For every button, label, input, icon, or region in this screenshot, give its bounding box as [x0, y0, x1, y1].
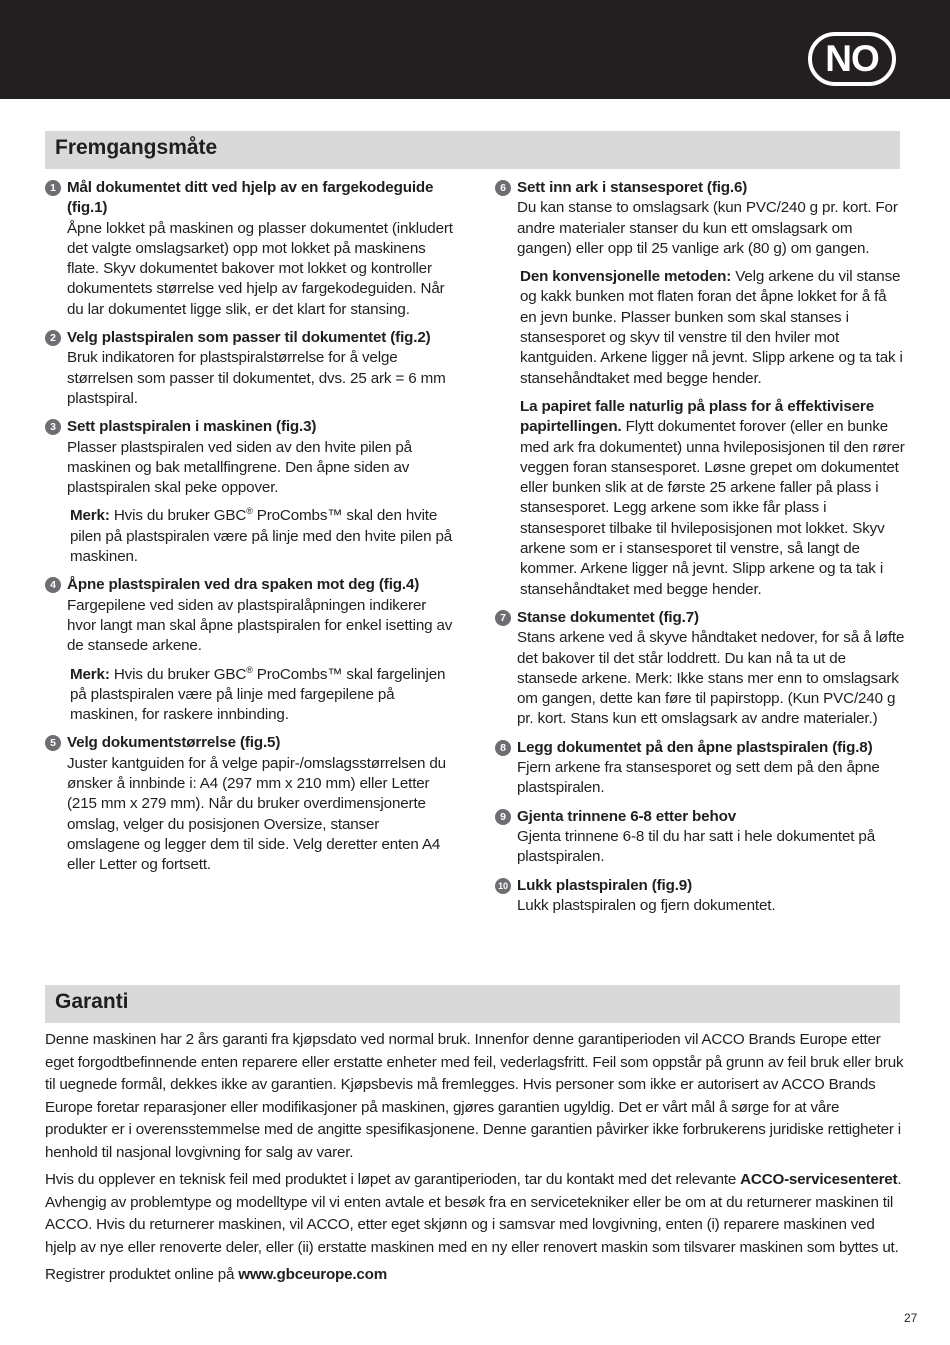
- step-1: [45, 178, 455, 320]
- procedure-left-column: [45, 178, 455, 884]
- note-text-rest: ProCombs™ skal den hvite pilen på plastspiralen være på linje med den hvite pilen på maskinen.: [70, 507, 453, 566]
- step-body: Plasser plastspiralen ved siden av den hvite pilen på maskinen og bak metallfingrene. Den åpne siden av plastspiralen skal peke oppover.: [67, 438, 412, 497]
- step-number: 6: [495, 180, 511, 196]
- warranty-heading-bar: [45, 985, 900, 1023]
- step-title: Stanse dokumentet (fig.7): [517, 608, 699, 626]
- method-text: Velg arkene du vil stanse og kakk bunken mot flaten foran det åpne lokket for å få en jevn bunke. Plasser bunken som skal stanses i stansesporet og skyv til venstre til den hviler mot kantguiden. Arkene ligger nå jevnt. Slipp arkene og ta tak i stansehåndtaket med begge hender.: [520, 268, 903, 387]
- method-label: La papiret falle naturlig på plass for å effektivisere papirtellingen.: [520, 397, 874, 436]
- step-10: [495, 876, 905, 917]
- step-title: Mål dokumentet ditt ved hjelp av en fargekodeguide (fig.1): [67, 179, 434, 217]
- step-7: [495, 608, 905, 730]
- method-text: Flytt dokumentet forover (eller en bunke med ark fra dokumentet) unna hvileposisjonen til den rører veggen foran stansesporet. Løsne grepet om dokumentet eller bunken slik at de første 25 arkene faller på plass i stansesporet. Legg arkene som ikke får plass i stansesporet tilbake til hvileposisjonen mot lokket. Skyv arkene som er i stansesporet til venstre, så langt de kommer. Arkene ligger nå jevnt. Slipp arkene og ta tak i stansehåndtaket med begge hender.: [520, 418, 905, 598]
- step-note: [70, 665, 455, 726]
- warranty-paragraph-1: Denne maskinen har 2 års garanti fra kjøpsdato ved normal bruk. Innenfor denne garantiperioden vil ACCO Brands Europe etter eget forgodtbefinnende enten reparere eller erstatte enheter med feil, vederlagsfritt. Feil som oppstår på grunn av feil bruk eller bruk til uegnede formål, dekkes ikke av garantien. Kjøpsbevis må fremlegges. Hvis personer som ikke er autorisert av ACCO Brands Europe foretar reparasjoner eller modifikasjoner på maskinen, gjøres garantien ugyldig. Det er vårt mål å sørge for at våre produkter er i overensstemmelse med de angitte spesifikasjonene. Denne garantien påvirker ikke forbrukerens juridiske rettigheter i henhold til nasjonal lovgivning for salg av varer.: [45, 1031, 904, 1161]
- warranty-paragraph-2: [45, 1169, 905, 1259]
- registered-mark: ®: [246, 506, 253, 517]
- step-8: [495, 738, 905, 799]
- step-body: Fargepilene ved siden av plastspiralåpningen indikerer hvor langt man skal åpne plastspiralen for enkel isetting av de stansede arkene.: [67, 596, 453, 655]
- procedure-right-column: [495, 178, 905, 924]
- register-text: Registrer produktet online på: [45, 1266, 239, 1283]
- step-3: [45, 417, 455, 567]
- warranty-p2-text-rest: . Avhengig av problemtype og modelltype vil vi enten avtale et besøk fra en servicetekniker eller be om at du returnerer maskinen til ACCO. Hvis du returnerer maskinen, vil ACCO, etter eget skjønn og i samsvar med lovgivning, enten (i) reparere maskinen ved hjelp av nye eller renoverte deler, eller (ii) erstatte maskinen med en ny eller renovert maskin som tilsvarer maskinen som byttes ut.: [45, 1171, 902, 1256]
- step-2: [45, 328, 455, 409]
- warranty-paragraph-3: [45, 1264, 905, 1287]
- step-title: Velg dokumentstørrelse (fig.5): [67, 734, 281, 752]
- step-number: 8: [495, 740, 511, 756]
- registered-mark: ®: [246, 664, 253, 675]
- step-body: Lukk plastspiralen og fjern dokumentet.: [517, 896, 776, 914]
- method-label: Den konvensjonelle metoden:: [520, 268, 732, 286]
- step-number: 5: [45, 735, 61, 751]
- step-title: Gjenta trinnene 6-8 etter behov: [517, 807, 736, 825]
- step-6: [495, 178, 905, 600]
- step-body: Stans arkene ved å skyve håndtaket nedover, for så å løfte det bakover til det står loddrett. Du kan nå ta ut de stansede arkene. Merk: Ikke stans mer enn to omslagsark om gangen, dette kan føre til papirstopp. (Kun PVC/240 g pr. kort. Stans kun ett omslagsark av andre materialer.): [517, 629, 905, 728]
- procedure-heading: Fremgangsmåte: [55, 136, 218, 159]
- step-number: 2: [45, 330, 61, 346]
- method-natural-fall: [520, 397, 905, 600]
- step-title: Lukk plastspiralen (fig.9): [517, 876, 693, 894]
- register-link[interactable]: www.gbceurope.com: [238, 1266, 388, 1283]
- step-body: Fjern arkene fra stansesporet og sett dem på den åpne plastspiralen.: [517, 759, 880, 797]
- step-note: [70, 506, 455, 567]
- language-badge: NO: [808, 32, 896, 86]
- step-title: Legg dokumentet på den åpne plastspiralen (fig.8): [517, 738, 873, 756]
- step-5: [45, 733, 455, 875]
- step-number: 7: [495, 610, 511, 626]
- step-title: Sett plastspiralen i maskinen (fig.3): [67, 418, 317, 436]
- warranty-p2-text: Hvis du opplever en teknisk feil med produktet i løpet av garantiperioden, tar du kontakt med det relevante: [45, 1171, 741, 1188]
- step-number: 10: [495, 878, 511, 894]
- note-label: Merk:: [70, 665, 110, 683]
- step-9: [495, 807, 905, 868]
- header-bar: [0, 0, 950, 99]
- step-body: Du kan stanse to omslagsark (kun PVC/240 g pr. kort. For andre materialer stanser du kun ett omslagsark om gangen) eller opp til 25 vanlige ark (80 g) om gangen.: [517, 199, 898, 257]
- step-body: Åpne lokket på maskinen og plasser dokumentet (inkludert det valgte omslagsarket) opp mot lokket på maskinens flate. Skyv dokumentet bakover mot lokket og kontroller dokumentets størrelse ved hjelp av fargekodeguiden. Når du lar dokumentet ligge slik, er det klart for stansing.: [67, 219, 453, 318]
- step-4: [45, 575, 455, 725]
- warranty-text: [45, 1029, 905, 1292]
- step-title: Åpne plastspiralen ved dra spaken mot deg (fig.4): [67, 576, 420, 594]
- step-number: 4: [45, 577, 61, 593]
- step-title: Velg plastspiralen som passer til dokumentet (fig.2): [67, 329, 431, 347]
- step-number: 1: [45, 180, 61, 196]
- step-body: Bruk indikatoren for plastspiralstørrelse for å velge størrelsen som passer til dokumentet, dvs. 25 ark = 6 mm plastspiral.: [67, 349, 446, 407]
- procedure-heading-bar: [45, 131, 900, 169]
- note-text: Hvis du bruker GBC: [109, 507, 247, 525]
- step-body: Gjenta trinnene 6-8 til du har satt i hele dokumentet på plastspiralen.: [517, 827, 876, 866]
- note-label: Merk:: [70, 507, 110, 525]
- note-text: Hvis du bruker GBC: [109, 665, 247, 683]
- step-body: Juster kantguiden for å velge papir-/omslagsstørrelsen du ønsker å innbinde i: A4 (297 mm x 210 mm) eller Letter (215 mm x 279 mm). Når du bruker overdimensjonerte omslag, velger du posisjonen Oversize, stanser omslagene og legger dem til side. Velg deretter enten A4 eller Letter og fortsett.: [67, 754, 446, 874]
- step-number: 3: [45, 419, 61, 435]
- step-number: 9: [495, 809, 511, 825]
- note-text-rest: ProCombs™ skal fargelinjen på plastspiralen være på linje med fargepilene på maskinen, for raskere innbinding.: [70, 665, 446, 724]
- method-conventional: [520, 267, 905, 389]
- page-number: 27: [904, 1311, 918, 1325]
- service-center-name: ACCO-servicesenteret: [740, 1171, 898, 1188]
- warranty-heading: Garanti: [55, 990, 129, 1013]
- step-title: Sett inn ark i stansesporet (fig.6): [517, 179, 748, 196]
